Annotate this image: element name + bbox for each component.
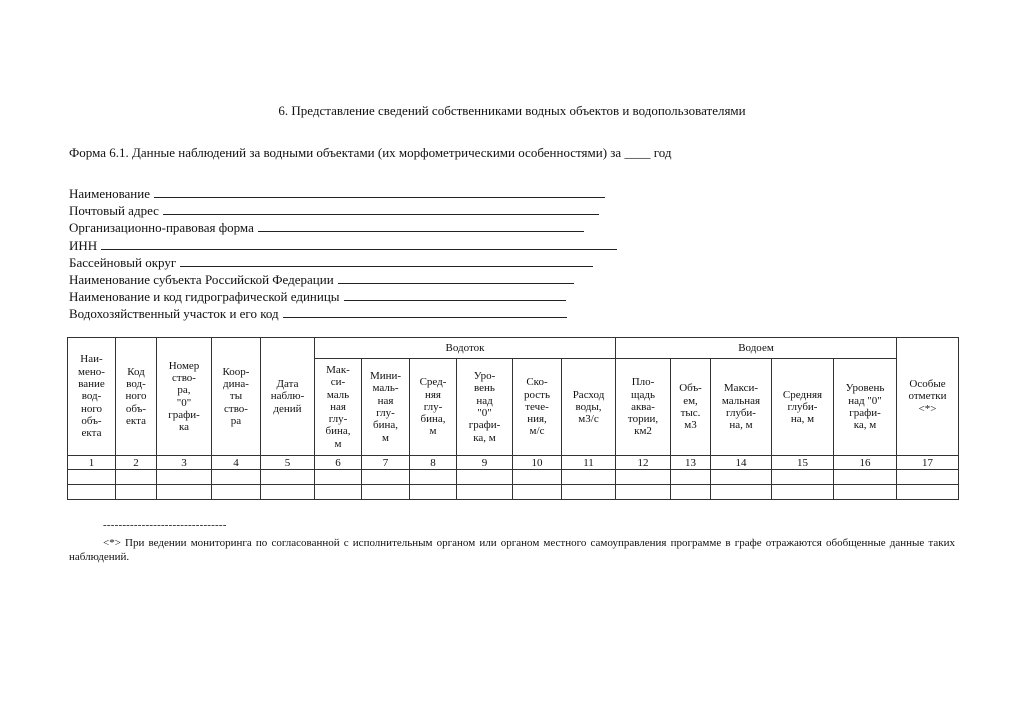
column-number: 16 [834, 456, 897, 470]
table-cell[interactable] [362, 485, 410, 500]
column-number: 15 [772, 456, 834, 470]
col-header-4: Коор- дина- ты ство- ра [212, 338, 261, 456]
table-cell[interactable] [513, 470, 562, 485]
field-label: Водохозяйственный участок и его код [69, 306, 279, 322]
organization-fields [69, 185, 617, 323]
column-number: 9 [457, 456, 513, 470]
field-water-section [69, 305, 617, 322]
table-cell[interactable] [772, 485, 834, 500]
col-header-14: Макси- мальная глуби- на, м [711, 359, 772, 456]
table-cell[interactable] [897, 485, 959, 500]
field-label: Организационно-правовая форма [69, 220, 254, 236]
table-cell[interactable] [315, 485, 362, 500]
table-cell[interactable] [315, 470, 362, 485]
column-number: 2 [116, 456, 157, 470]
table-cell[interactable] [157, 485, 212, 500]
field-name [69, 185, 617, 202]
table-cell[interactable] [562, 485, 616, 500]
field-label: Наименование и код гидрографической единицы [69, 289, 340, 305]
col-header-8: Сред- няя глу- бина, м [410, 359, 457, 456]
field-federal-subject [69, 271, 617, 288]
fill-line[interactable] [154, 185, 605, 198]
table-cell[interactable] [834, 470, 897, 485]
table-cell[interactable] [410, 485, 457, 500]
column-number: 11 [562, 456, 616, 470]
column-number: 13 [671, 456, 711, 470]
column-number: 10 [513, 456, 562, 470]
col-header-2: Код вод- ного объ- екта [116, 338, 157, 456]
column-number: 8 [410, 456, 457, 470]
column-number: 6 [315, 456, 362, 470]
table-row [68, 485, 959, 500]
fill-line[interactable] [258, 219, 584, 232]
table-cell[interactable] [212, 485, 261, 500]
field-label: Наименование [69, 186, 150, 201]
column-number: 3 [157, 456, 212, 470]
fill-line[interactable] [101, 237, 617, 250]
footnote-separator: -------------------------------- [103, 519, 227, 531]
field-label: Почтовый адрес [69, 203, 159, 219]
table-cell[interactable] [616, 470, 671, 485]
field-postal-address [69, 202, 617, 219]
group-header-watercourse: Водоток [315, 338, 616, 359]
field-label: ИНН [69, 237, 98, 253]
fill-line[interactable] [163, 202, 599, 215]
column-number: 5 [261, 456, 315, 470]
table-cell[interactable] [513, 485, 562, 500]
group-header-waterbody: Водоем [616, 338, 897, 359]
col-header-6: Мак- си- маль ная глу- бина, м [315, 359, 362, 456]
table-cell[interactable] [157, 470, 212, 485]
table-cell[interactable] [897, 470, 959, 485]
col-header-10: Ско- рость тече- ния, м/с [513, 359, 562, 456]
field-label: Наименование субъекта Российской Федерации [69, 271, 334, 287]
column-number: 14 [711, 456, 772, 470]
table-cell[interactable] [261, 470, 315, 485]
col-header-1: Наи- мено- вание вод- ного объ- екта [68, 338, 116, 456]
field-basin-district [69, 254, 617, 271]
table-row [68, 470, 959, 485]
fill-line[interactable] [344, 288, 566, 301]
table-cell[interactable] [410, 470, 457, 485]
fill-line[interactable] [180, 254, 593, 267]
table-cell[interactable] [671, 485, 711, 500]
table-cell[interactable] [671, 470, 711, 485]
column-number: 12 [616, 456, 671, 470]
table-cell[interactable] [362, 470, 410, 485]
fill-line[interactable] [283, 305, 567, 318]
field-label: Бассейновый округ [69, 254, 177, 270]
table-cell[interactable] [711, 485, 772, 500]
col-header-5: Дата наблю- дений [261, 338, 315, 456]
table-cell[interactable] [212, 470, 261, 485]
col-header-11: Расход воды, м3/с [562, 359, 616, 456]
table-cell[interactable] [562, 470, 616, 485]
column-number: 7 [362, 456, 410, 470]
col-header-15: Средняя глуби- на, м [772, 359, 834, 456]
field-legal-form [69, 219, 617, 236]
table-cell[interactable] [457, 485, 513, 500]
table-cell[interactable] [616, 485, 671, 500]
column-number: 4 [212, 456, 261, 470]
table-cell[interactable] [711, 470, 772, 485]
table-cell[interactable] [834, 485, 897, 500]
observation-table [67, 337, 959, 500]
col-header-13: Объ- ем, тыс. м3 [671, 359, 711, 456]
col-header-17: Особые отметки <*> [897, 338, 959, 456]
field-hydrographic-unit [69, 288, 617, 305]
table-cell[interactable] [116, 485, 157, 500]
col-header-12: Пло- щадь аква- тории, км2 [616, 359, 671, 456]
footnote: <*> При ведении мониторинга по согласованной с исполнительным органом или органом местного самоуправления программе в графе отражаются обобщенные данные таких наблюдений. [69, 537, 955, 563]
table-cell[interactable] [68, 470, 116, 485]
col-header-9: Уро- вень над "0" графи- ка, м [457, 359, 513, 456]
col-header-7: Мини- маль- ная глу- бина, м [362, 359, 410, 456]
table-cell[interactable] [457, 470, 513, 485]
table-cell[interactable] [772, 470, 834, 485]
column-number-row [68, 456, 959, 470]
form-title: Форма 6.1. Данные наблюдений за водными объектами (их морфометрическими особенностями) за ____ год [69, 145, 672, 160]
column-number: 1 [68, 456, 116, 470]
page-heading: 6. Представление сведений собственниками водных объектов и водопользователями [278, 103, 746, 118]
col-header-3: Номер ство- ра, "0" графи- ка [157, 338, 212, 456]
table-cell[interactable] [116, 470, 157, 485]
table-cell[interactable] [261, 485, 315, 500]
table-cell[interactable] [68, 485, 116, 500]
field-inn [69, 237, 617, 254]
col-header-16: Уровень над "0" графи- ка, м [834, 359, 897, 456]
fill-line[interactable] [338, 271, 574, 284]
column-number: 17 [897, 456, 959, 470]
